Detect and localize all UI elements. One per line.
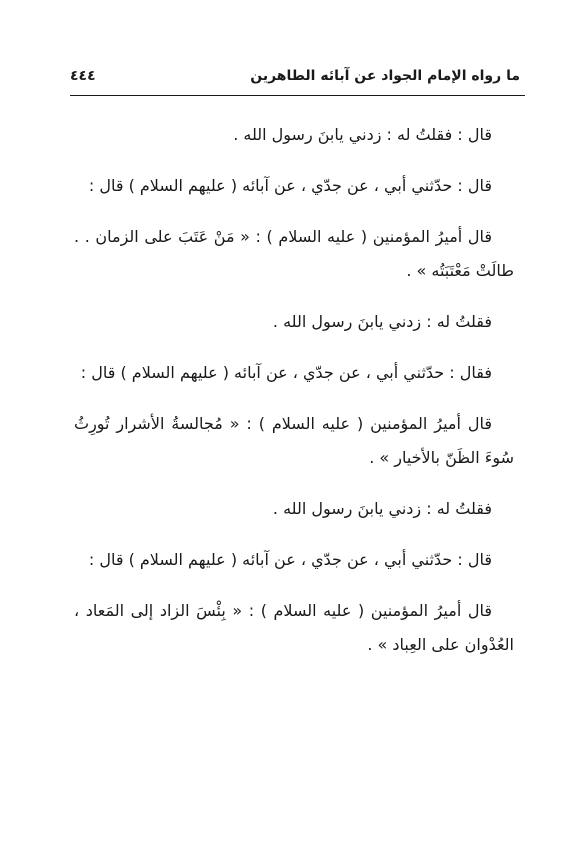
paragraph: قال أميرُ المؤمنين ( عليه السلام ) : « بِئْسَ الزاد إلى المَعاد ، العُدْوان على العِباد » . xyxy=(74,601,514,654)
page-number: ٤٤٤ xyxy=(70,68,96,84)
header-rule xyxy=(70,95,525,96)
paragraph: قال : حدّثني أبي ، عن جدّي ، عن آبائه ( عليهم السلام ) قال : xyxy=(88,176,492,195)
paragraph: قال : فقلتُ له : زدني يابنَ رسول الله . xyxy=(233,125,492,144)
paragraph: فقلتُ له : زدني يابنَ رسول الله . xyxy=(272,499,492,518)
paragraph: فقلتُ له : زدني يابنَ رسول الله . xyxy=(272,312,492,331)
paragraph: قال أميرُ المؤمنين ( عليه السلام ) : « مُجالسةُ الأشرار تُورِثُ سُوءَ الظَنّ بالأخيار » . xyxy=(74,414,514,467)
paragraph: فقال : حدّثني أبي ، عن جدّي ، عن آبائه ( عليهم السلام ) قال : xyxy=(80,363,492,382)
page-body xyxy=(74,118,514,679)
paragraph: قال أميرُ المؤمنين ( عليه السلام ) : « مَنْ عَتَبَ على الزمان . . طالَتْ مَعْتَبَتُه » . xyxy=(74,227,514,280)
paragraph: قال : حدّثني أبي ، عن جدّي ، عن آبائه ( عليهم السلام ) قال : xyxy=(88,550,492,569)
page-header xyxy=(70,64,520,94)
running-title: ما رواه الإمام الجواد عن آبائه الطاهرين xyxy=(250,68,520,84)
